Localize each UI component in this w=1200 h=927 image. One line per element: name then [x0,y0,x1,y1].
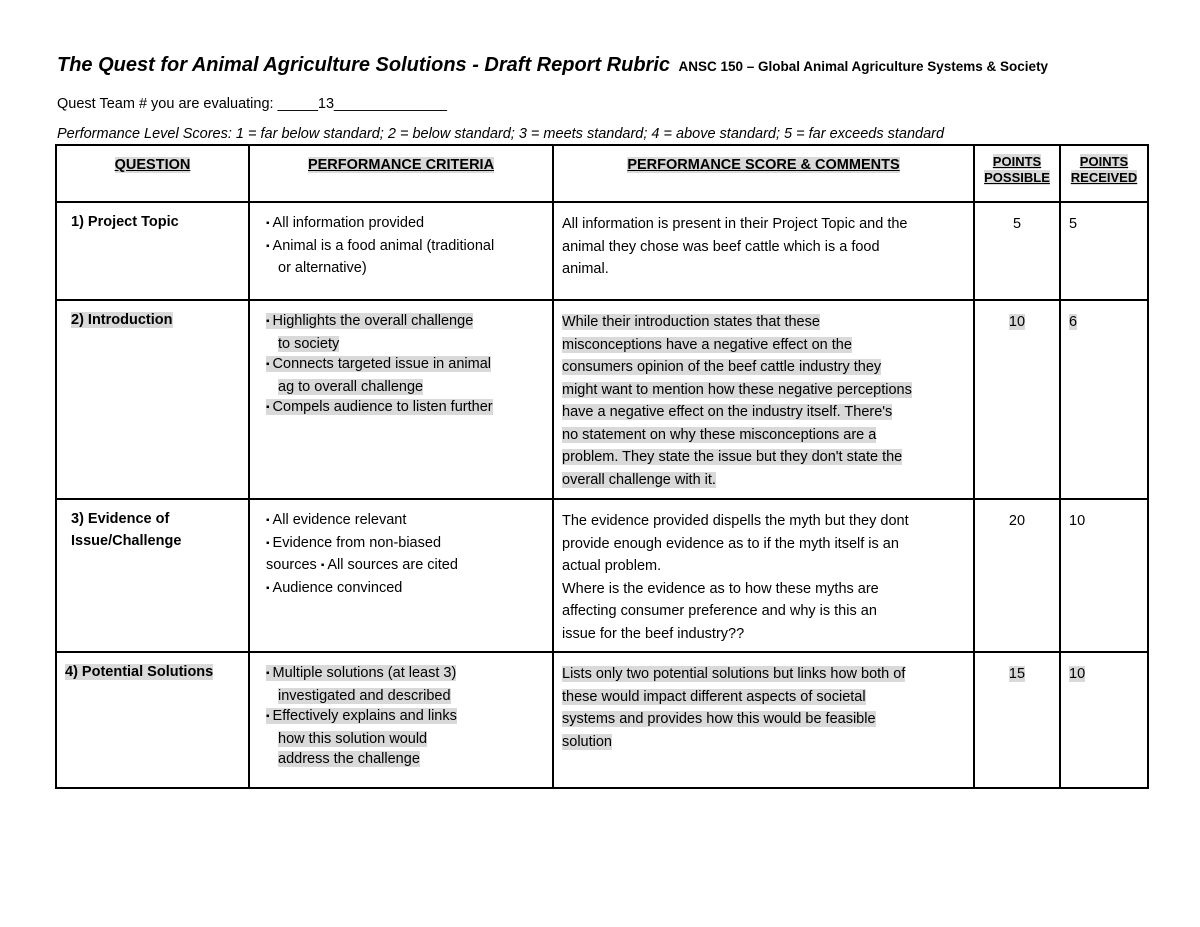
criteria-cell: ▪ All evidence relevant ▪ Evidence from non-biased sources ▪ All sources are cited ▪ Audience convinced [249,499,553,652]
comment-cell: Lists only two potential solutions but links how both of these would impact different aspects of societal systems and provides how this would be feasible solution [553,652,974,788]
comment-cell: While their introduction states that these misconceptions have a negative effect on the consumers opinion of the beef cattle industry they might want to mention how these negative perceptions have a negative effect on the industry itself. There's no statement on why these misconceptions are a problem. They state the issue but they don't state the overall challenge with it. [553,300,974,499]
question-cell: 2) Introduction [56,300,249,499]
points-possible-cell: 5 [974,202,1060,300]
document-title-line [57,54,1048,77]
criteria-cell: ▪ All information provided ▪ Animal is a food animal (traditional or alternative) [249,202,553,300]
points-possible-cell: 15 [974,652,1060,788]
question-cell: 4) Potential Solutions [56,652,249,788]
quest-team-line: Quest Team # you are evaluating: _____13______________ [57,96,447,112]
header-points-received: POINTS RECEIVED [1060,145,1148,202]
table-row [56,202,1148,300]
header-comments: PERFORMANCE SCORE & COMMENTS [553,145,974,202]
points-received-cell: 10 [1060,652,1148,788]
question-cell: 1) Project Topic [56,202,249,300]
points-received-cell: 10 [1060,499,1148,652]
criteria-cell: ▪ Highlights the overall challenge to society ▪ Connects targeted issue in animal ag to overall challenge ▪ Compels audience to listen further [249,300,553,499]
points-received-cell: 6 [1060,300,1148,499]
comment-cell: All information is present in their Project Topic and the animal they chose was beef cattle which is a food animal. [553,202,974,300]
question-cell: 3) Evidence of Issue/Challenge [56,499,249,652]
table-header-row [56,145,1148,202]
document-title: The Quest for Animal Agriculture Solutions - Draft Report Rubric [57,54,670,76]
table-row [56,652,1148,788]
points-possible-cell: 20 [974,499,1060,652]
table-row [56,300,1148,499]
points-possible-cell: 10 [974,300,1060,499]
rubric-table [55,144,1149,789]
performance-levels-legend: Performance Level Scores: 1 = far below standard; 2 = below standard; 3 = meets standard; 4 = above standard; 5 = far exceeds standard [57,126,945,142]
criteria-cell: ▪ Multiple solutions (at least 3) investigated and described ▪ Effectively explains and links how this solution would address the challenge [249,652,553,788]
header-question: QUESTION [56,145,249,202]
header-criteria: PERFORMANCE CRITERIA [249,145,553,202]
points-received-cell: 5 [1060,202,1148,300]
course-name: ANSC 150 – Global Animal Agriculture Systems & Society [678,59,1049,74]
comment-cell: The evidence provided dispells the myth but they dont provide enough evidence as to if the myth itself is an actual problem. Where is the evidence as to how these myths are affecting consumer preference and why is this an issue for the beef industry?? [553,499,974,652]
header-points-possible: POINTS POSSIBLE [974,145,1060,202]
table-row [56,499,1148,652]
